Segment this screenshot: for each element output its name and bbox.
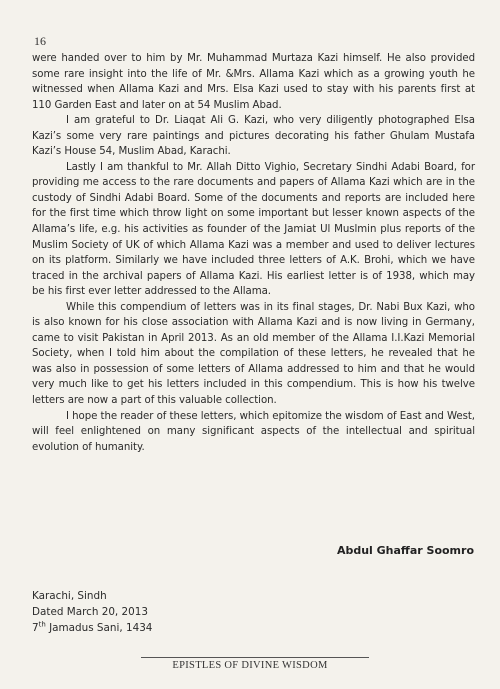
hijri-day: 7 bbox=[32, 622, 39, 634]
paragraph-nabi-bux-kazi: While this compendium of letters was in its final stages, Dr. Nabi Bux Kazi, who is also known for his close association with Allama Kazi and is now living in Germany, came to visit Pakistan in April 2013. As an old member of the Allama I.I.Kazi Memorial Society, when I told him about the compilation of these letters, he revealed that he was also in possession of some letters of Allama addressed to him and that he would very much like to get his letters included in this compendium. This is how his twelve letters are now a part of this valuable collection. bbox=[32, 301, 475, 407]
place-and-date bbox=[32, 588, 152, 636]
running-footer: EPISTLES OF DIVINE WISDOM bbox=[172, 660, 328, 671]
date-line: Dated March 20, 2013 bbox=[32, 606, 148, 618]
place-line: Karachi, Sindh bbox=[32, 590, 107, 602]
hijri-month-year: Jamadus Sani, 1434 bbox=[45, 622, 153, 634]
paragraph-acknowledgement-liaqat: I am grateful to Dr. Liaqat Ali G. Kazi, who very diligently photographed Elsa Kazi’s some very rare paintings and pictures decorating his father Ghulam Mustafa Kazi’s House 54, Muslim Abad, Karachi. bbox=[32, 115, 475, 158]
hijri-day-suffix: th bbox=[38, 620, 46, 629]
page-number: 16 bbox=[34, 34, 46, 48]
hijri-date-line bbox=[32, 620, 152, 636]
body-text bbox=[32, 51, 475, 455]
paragraph-acknowledgement-vighio: Lastly I am thankful to Mr. Allah Ditto Vighio, Secretary Sindhi Adabi Board, for providing me access to the rare documents and papers of Allama Kazi which are in the custody of Sindhi Adabi Board. Some of the documents and reports are included here for the first time which throw light on some important but lesser known aspects of the Allama’s life, e.g. his activities as founder of the Jamiat Ul Muslmin plus reports of the Muslim Society of UK of which Allama Kazi was a member and used to deliver lectures on its platform. Similarly we have included three letters of A.K. Brohi, which we have traced in the archival papers of Allama Kazi. His earliest letter is of 1938, which may be his first ever letter addressed to the Allama. bbox=[32, 161, 475, 298]
paragraph-continuation: were handed over to him by Mr. Muhammad Murtaza Kazi himself. He also provided some rare insight into the life of Mr. &Mrs. Allama Kazi which as a growing youth he witnessed when Allama Kazi and Mrs. Elsa Kazi used to stay with his parents first at 110 Garden East and later on at 54 Muslim Abad. bbox=[32, 53, 475, 111]
footer-divider bbox=[141, 657, 369, 658]
paragraph-closing-hope: I hope the reader of these letters, which epitomize the wisdom of East and West, will feel enlightened on many significant aspects of the intellectual and spiritual evolution of humanity. bbox=[32, 410, 475, 453]
author-signature: Abdul Ghaffar Soomro bbox=[336, 544, 474, 557]
